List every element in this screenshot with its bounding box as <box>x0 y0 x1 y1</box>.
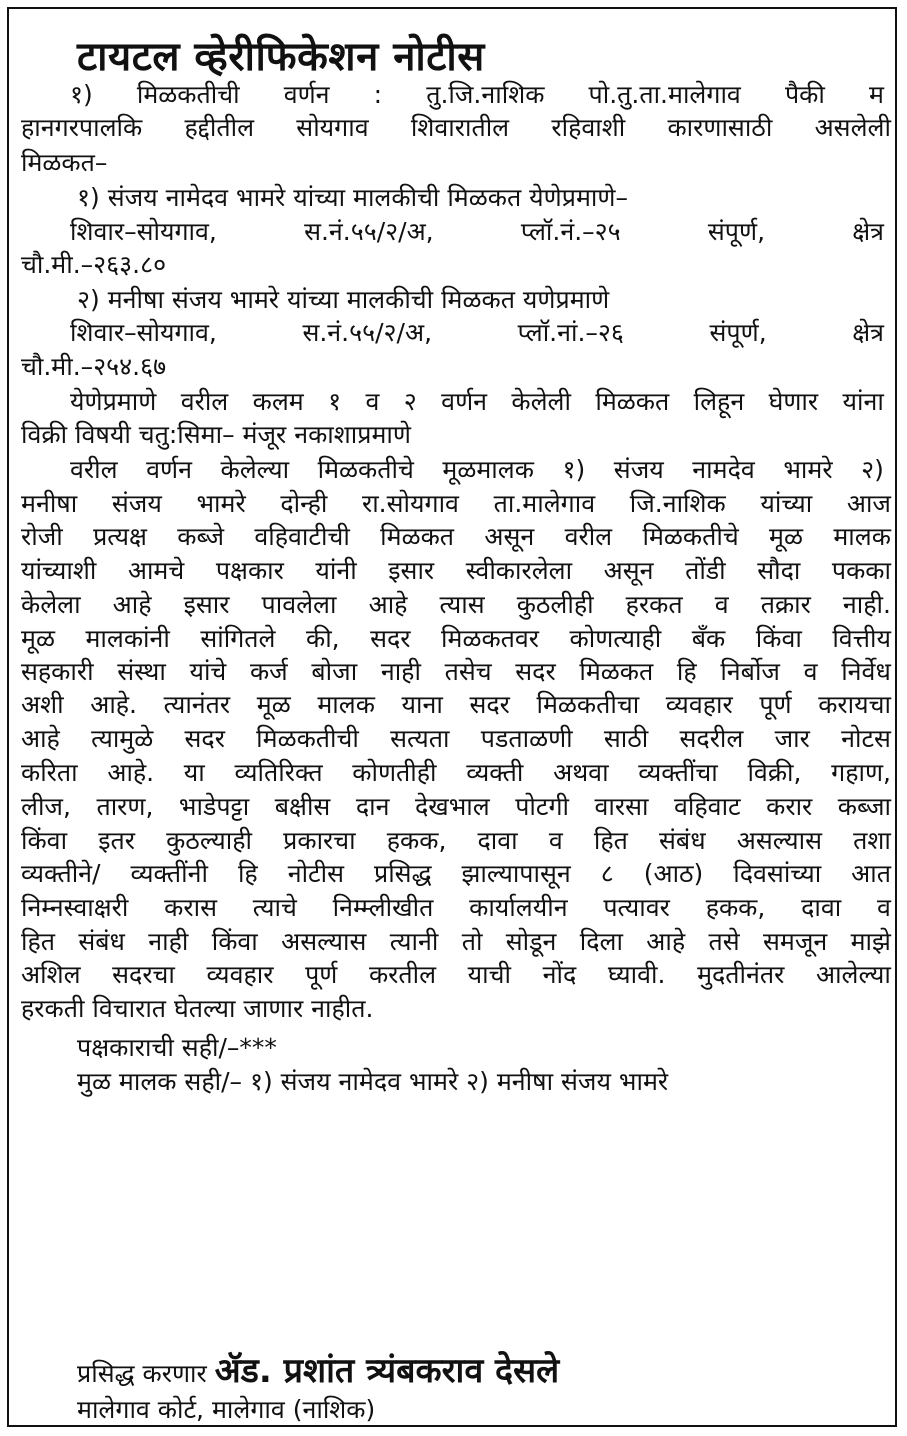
notice-word: नामदेव <box>692 455 755 484</box>
notice-word: कब्जा <box>837 792 891 821</box>
notice-word: विक्री, <box>747 758 802 787</box>
notice-line <box>21 828 891 853</box>
notice-word: (आठ) <box>643 859 704 888</box>
notice-line <box>70 389 884 414</box>
notice-word: प्लॉ.नां.–२६ <box>517 318 624 347</box>
notice-word: जि.नाशिक <box>629 489 726 518</box>
notice-word: व्यक्तींनी <box>130 859 208 888</box>
notice-word: वित्तीय <box>832 624 891 653</box>
notice-word: घेणार <box>768 387 819 416</box>
notice-word: स्वीकारलेला <box>465 556 573 585</box>
office-address: मालेगाव कोर्ट, मालेगाव (नाशिक) <box>77 1395 376 1424</box>
notice-word: व्यतिरिक्त <box>234 758 323 787</box>
notice-word: आहे <box>368 590 408 619</box>
notice-word: सहकारी <box>21 657 94 686</box>
notice-word: तशा <box>853 826 891 855</box>
notice-word: रा.सोयगाव <box>361 489 459 518</box>
publisher-prefix: प्रसिद्ध करणार <box>77 1359 207 1388</box>
notice-word: आत <box>851 859 891 888</box>
notice-word: पक्षकार <box>215 556 284 585</box>
notice-word: सत्यता <box>390 724 450 753</box>
notice-line: १) संजय नामेदव भामरे यांच्या मालकीची मिळकत येणेप्रमाणे– <box>77 183 628 212</box>
notice-word: किंवा <box>755 624 802 653</box>
notice-word: वरील <box>180 387 229 416</box>
publisher-line <box>77 1351 907 1391</box>
notice-word: भामरे <box>783 455 833 484</box>
notice-word: दोन्ही <box>280 489 328 518</box>
notice-word: तारण, <box>96 792 154 821</box>
notice-word: असलेली <box>814 113 891 142</box>
notice-word: स.नं.५५/२/अ, <box>302 318 433 347</box>
notice-word: निर्बोज <box>720 657 780 686</box>
notice-line <box>21 962 891 987</box>
notice-word: लीज, <box>21 792 71 821</box>
notice-word: त्याचे <box>252 893 297 922</box>
notice-word: मिळकत <box>380 522 455 551</box>
notice-word: त्यामुळे <box>91 724 154 753</box>
notice-word: जार <box>774 724 810 753</box>
notice-line <box>21 726 891 751</box>
notice-line <box>70 457 884 482</box>
notice-word: बोजा <box>311 657 358 686</box>
notice-word: आहे. <box>107 758 155 787</box>
notice-word: व <box>877 893 891 922</box>
notice-word: असून <box>603 556 654 585</box>
notice-word: हित <box>21 927 56 956</box>
notice-line <box>21 558 891 583</box>
notice-word: येणेप्रमाणे <box>70 387 157 416</box>
notice-word: वर्णन <box>146 455 192 484</box>
notice-word: आलेल्या <box>816 960 891 989</box>
notice-word: व्यक्तीने/ <box>21 859 101 888</box>
notice-line <box>21 760 891 785</box>
notice-word: सदर <box>515 657 556 686</box>
notice-word: कुठलीही <box>516 590 594 619</box>
notice-word: ८ <box>600 859 614 888</box>
notice-word: व <box>548 826 563 855</box>
notice-word: म <box>868 80 884 109</box>
notice-word: प्रकारचा <box>283 826 356 855</box>
notice-word: तो <box>461 927 483 956</box>
notice-word: अशिल <box>21 960 81 989</box>
notice-word: कारणासाठी <box>667 113 773 142</box>
notice-line <box>21 592 891 617</box>
notice-word: हद्दीतील <box>184 113 255 142</box>
notice-word: प्लॉ.नं.–२५ <box>520 217 621 246</box>
notice-line <box>21 115 891 140</box>
notice-word: करार <box>766 792 813 821</box>
notice-word: सौदा <box>757 556 801 585</box>
notice-word: सदर <box>370 624 411 653</box>
notice-word: असून <box>484 522 535 551</box>
notice-word: निर्वेध <box>841 657 891 686</box>
notice-word: यांच्याशी <box>21 556 97 585</box>
notice-word: की, <box>306 624 340 653</box>
notice-word: मिळकतीचे <box>642 522 739 551</box>
notice-word: पो.तु.ता.मालेगाव <box>588 80 741 109</box>
notice-word: कार्यालयीन <box>469 893 568 922</box>
notice-word: मिळकतीची <box>136 80 240 109</box>
notice-line <box>70 82 884 107</box>
notice-word: घ्यावी. <box>607 960 666 989</box>
notice-word: आहे <box>646 927 686 956</box>
notice-word: २) <box>861 455 884 484</box>
notice-word: पूर्ण <box>759 690 792 719</box>
notice-word: मूळ <box>256 690 291 719</box>
notice-word: हि <box>237 859 258 888</box>
notice-word: आहे <box>112 590 152 619</box>
notice-word: संबंध <box>78 927 125 956</box>
notice-line <box>70 219 884 244</box>
notice-word: व्यवहार <box>665 690 733 719</box>
notice-word: रोजी <box>21 522 63 551</box>
notice-word: आमचे <box>127 556 185 585</box>
notice-word: स.नं.५५/२/अ, <box>304 217 434 246</box>
notice-line <box>21 692 891 717</box>
notice-word: मूळ <box>21 624 55 653</box>
notice-word: असल्यास <box>736 826 823 855</box>
notice-word: भामरे <box>196 489 246 518</box>
notice-word: संस्था <box>117 657 166 686</box>
notice-word: केलेल्या <box>220 455 290 484</box>
notice-line: २) मनीषा संजय भामरे यांच्या मालकीची मिळकत यणेप्रमाणे <box>77 285 610 314</box>
notice-line <box>21 626 891 651</box>
notice-word: सदरचा <box>112 960 175 989</box>
notice-word: यांचे <box>189 657 227 686</box>
notice-word: तु.जि.नाशिक <box>426 80 545 109</box>
notice-word: व <box>714 590 729 619</box>
notice-word: पकका <box>831 556 891 585</box>
notice-line: विक्री विषयी चतु:सिमा– मंजूर नकाशाप्रमाणे <box>21 420 411 449</box>
notice-word: दिवसांच्या <box>733 859 822 888</box>
notice-word: नोंद <box>542 960 577 989</box>
notice-word: प्रत्यक्ष <box>93 522 147 551</box>
notice-word: प्रसिद्ध <box>373 859 432 888</box>
notice-word: कुठल्याही <box>166 826 252 855</box>
notice-title: टायटल व्हेरीफिकेशन नोटीस <box>77 34 485 80</box>
notice-word: व्यवहार <box>206 960 274 989</box>
notice-word: क्षेत्र <box>852 318 884 347</box>
notice-word: असल्यास <box>281 927 367 956</box>
notice-word: व्यक्तींचा <box>638 758 718 787</box>
notice-word: १ <box>328 387 342 416</box>
notice-word: हकक, <box>386 826 447 855</box>
notice-word: संबंध <box>659 826 706 855</box>
notice-word: समजून <box>762 927 828 956</box>
notice-word: दान <box>355 792 390 821</box>
notice-word: संपूर्ण, <box>707 217 766 246</box>
notice-word: वर्णन <box>283 80 330 109</box>
notice-word: हानगरपालकि <box>21 113 143 142</box>
notice-word: व <box>803 657 818 686</box>
notice-line: पक्षकाराची सही/–*** <box>77 1033 277 1062</box>
notice-word: वहिवाट <box>674 792 741 821</box>
notice-word: शिवार–सोयगाव, <box>70 217 217 246</box>
notice-word: संजय <box>613 455 664 484</box>
notice-word: वरील <box>564 522 613 551</box>
notice-word: किंवा <box>21 826 68 855</box>
notice-word: तक्रार <box>760 590 811 619</box>
notice-word: नाही. <box>842 590 891 619</box>
notice-word: याची <box>467 960 511 989</box>
notice-word: कोणत्याही <box>569 624 662 653</box>
notice-word: दावा <box>477 826 518 855</box>
notice-word: शिवारातील <box>410 113 510 142</box>
notice-line: चौ.मी.–२६३.८० <box>21 250 167 279</box>
notice-word: भाडेपट्टा <box>178 792 250 821</box>
notice-word: केलेला <box>21 590 81 619</box>
notice-word: लिहून <box>693 387 745 416</box>
notice-word: आज <box>846 489 891 518</box>
notice-box <box>7 7 897 1427</box>
notice-word: इसार <box>183 590 230 619</box>
notice-word: तसेच <box>444 657 492 686</box>
notice-word: वारसा <box>594 792 649 821</box>
notice-line <box>21 491 891 516</box>
notice-word: कोणतीही <box>352 758 437 787</box>
notice-word: यांनी <box>315 556 357 585</box>
notice-word: गहाण, <box>831 758 891 787</box>
notice-word: संपूर्ण, <box>709 318 767 347</box>
notice-word: दावा <box>801 893 842 922</box>
notice-word: बँक <box>691 624 726 653</box>
notice-word: निम्म्लीखीत <box>332 893 434 922</box>
notice-word: वरील <box>70 455 118 484</box>
notice-word: सदरील <box>679 724 744 753</box>
notice-word: १) <box>70 80 93 109</box>
notice-word: करास <box>164 893 217 922</box>
notice-word: दिला <box>579 927 623 956</box>
notice-word: करायचा <box>818 690 891 719</box>
notice-word: तसे <box>708 927 740 956</box>
notice-word: क्षेत्र <box>852 217 884 246</box>
notice-word: रहिवाशी <box>551 113 626 142</box>
notice-word: बक्षीस <box>274 792 331 821</box>
notice-word: यांना <box>842 387 884 416</box>
notice-word: शिवार–सोयगाव, <box>70 318 217 347</box>
notice-word: देखभाल <box>414 792 490 821</box>
notice-word: कब्जे <box>177 522 225 551</box>
notice-line <box>21 794 891 819</box>
advocate-name: ॲड. प्रशांत त्र्यंबकराव देसले <box>214 1351 560 1391</box>
notice-word: कर्ज <box>249 657 288 686</box>
notice-word: साठी <box>603 724 649 753</box>
notice-word: त्यानी <box>389 927 439 956</box>
notice-word: त्यास <box>439 590 485 619</box>
notice-word: नाही <box>148 927 189 956</box>
notice-word: हरकत <box>625 590 683 619</box>
notice-word: माझे <box>850 927 891 956</box>
notice-word: इतर <box>98 826 135 855</box>
notice-word: हित <box>593 826 628 855</box>
notice-line: मुळ मालक सही/– १) संजय नामेदव भामरे २) मनीषा संजय भामरे <box>77 1067 669 1096</box>
notice-word: झाल्यापासून <box>461 859 571 888</box>
notice-word: हकक, <box>705 893 766 922</box>
notice-word: मालक <box>833 522 891 551</box>
notice-word: व <box>365 387 380 416</box>
notice-word: यांच्या <box>760 489 813 518</box>
notice-word: कलम <box>252 387 304 416</box>
notice-word: अथवा <box>553 758 609 787</box>
notice-line <box>21 861 891 886</box>
notice-line <box>21 929 891 954</box>
notice-word: करिता <box>21 758 78 787</box>
notice-word: त्यानंतर <box>163 690 231 719</box>
notice-word: इसार <box>388 556 435 585</box>
notice-word: मनीषा <box>21 489 78 518</box>
notice-word: नोटीस <box>287 859 345 888</box>
notice-line: मिळकत– <box>21 148 108 177</box>
notice-word: सोयगाव <box>296 113 369 142</box>
notice-word: सदर <box>184 724 225 753</box>
notice-word: पत्यावर <box>603 893 670 922</box>
notice-word: निम्नस्वाक्षरी <box>21 893 129 922</box>
notice-word: पोटगी <box>515 792 570 821</box>
notice-line: चौ.मी.–२५४.६७ <box>21 352 167 381</box>
notice-word: आहे. <box>90 690 137 719</box>
notice-word: ता.मालेगाव <box>493 489 596 518</box>
notice-word: हि <box>676 657 697 686</box>
notice-word: याना <box>401 690 443 719</box>
notice-word: मिळकतवर <box>441 624 540 653</box>
notice-word: सांगितले <box>200 624 276 653</box>
notice-word: मिळकत <box>595 387 670 416</box>
notice-word: मिळकतीचे <box>317 455 414 484</box>
notice-line <box>21 524 891 549</box>
notice-line <box>70 320 884 345</box>
notice-word: मूळमालक <box>442 455 534 484</box>
notice-line <box>21 895 891 920</box>
notice-word: मिळकत <box>579 657 654 686</box>
notice-word: तोंडी <box>685 556 726 585</box>
notice-line <box>21 659 891 684</box>
notice-word: सदर <box>469 690 510 719</box>
notice-word: मुदतीनंतर <box>697 960 785 989</box>
notice-word: सोडून <box>505 927 557 956</box>
notice-word: या <box>183 758 205 787</box>
notice-word: वहिवाटीची <box>254 522 350 551</box>
notice-word: : <box>373 80 383 109</box>
notice-word: आहे <box>21 724 60 753</box>
notice-word: व्यक्ती <box>466 758 524 787</box>
notice-word: मालकांनी <box>85 624 170 653</box>
notice-word: नाही <box>380 657 421 686</box>
notice-word: पैकी <box>784 80 825 109</box>
notice-word: अशी <box>21 690 64 719</box>
notice-word: संजय <box>111 489 162 518</box>
notice-word: किंवा <box>211 927 258 956</box>
notice-line: हरकती विचारात घेतल्या जाणार नाहीत. <box>21 994 374 1023</box>
notice-word: पूर्ण <box>305 960 338 989</box>
notice-word: नोटस <box>841 724 891 753</box>
notice-word: पावलेला <box>261 590 337 619</box>
notice-word: पडताळणी <box>480 724 573 753</box>
notice-word: मूळ <box>769 522 803 551</box>
notice-word: करतील <box>368 960 437 989</box>
notice-word: मिळकतीचा <box>536 690 640 719</box>
notice-word: मालक <box>317 690 375 719</box>
notice-word: २ <box>403 387 417 416</box>
notice-word: वर्णन <box>441 387 488 416</box>
notice-word: १) <box>562 455 586 484</box>
notice-word: केलेली <box>511 387 571 416</box>
notice-word: मिळकतीची <box>256 724 359 753</box>
